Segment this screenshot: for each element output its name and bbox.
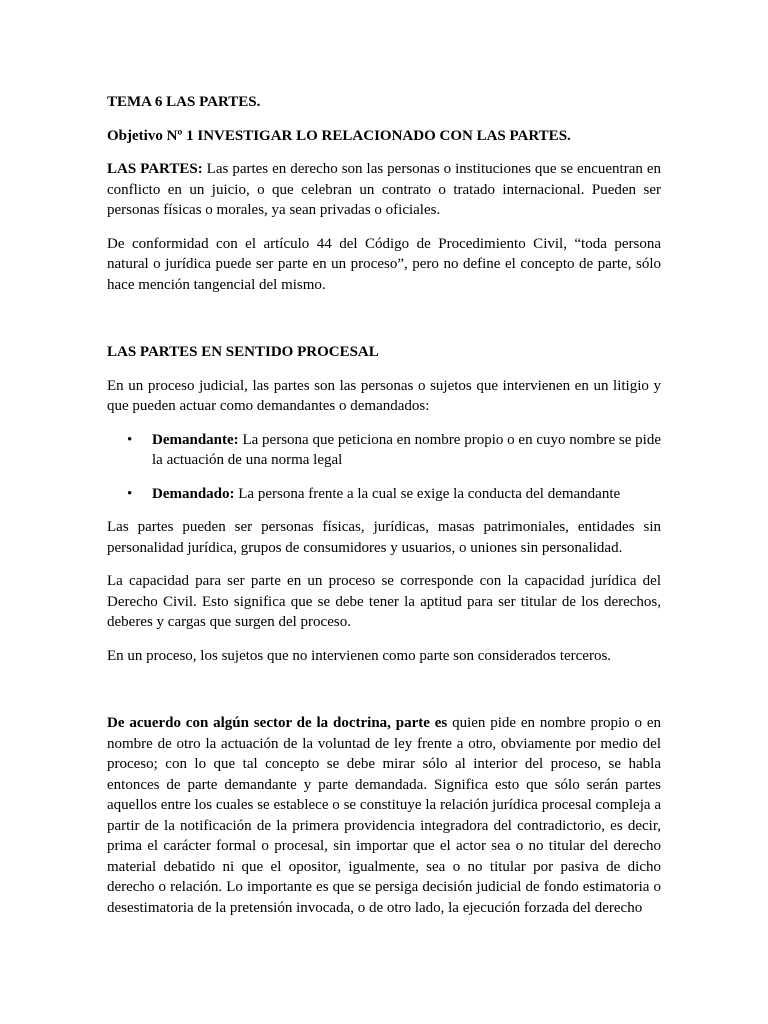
document-title: TEMA 6 LAS PARTES. [107, 94, 261, 110]
list-item-demandante [107, 430, 661, 471]
capacity-paragraph: La capacidad para ser parte en un proceso se corresponde con la capacidad jurídica del Derecho Civil. Esto significa que se debe tener la aptitud para ser titular de los derechos, deberes y cargas que surgen del proceso. [107, 573, 661, 630]
process-paragraph: En un proceso judicial, las partes son las personas o sujetos que intervienen en un litigio y que pueden actuar como demandantes o demandados: [107, 377, 661, 414]
bullet-icon: • [127, 485, 133, 502]
doctrine-paragraph [107, 713, 661, 918]
doctrine-label: De acuerdo con algún sector de la doctrina, parte es [107, 715, 448, 731]
parties-list [107, 430, 661, 505]
objective-heading: Objetivo Nº 1 INVESTIGAR LO RELACIONADO CON LAS PARTES. [107, 127, 571, 144]
doctrine-text: quien pide en nombre propio o en nombre de otro la actuación de la voluntad de ley frente a otro, obviamente por medio del proceso; con lo que tal concepto se debe mirar sólo al interior del proceso, se habla entonces de parte demandante y parte demandada. Significa esto que sólo serán partes aquellos entre los cuales se establece o se constituye la relación jurídica procesal compleja a partir de la notificación de la primera providencia integradora del contradictorio, es decir, prima el carácter formal o procesal, sin importar que el actor sea o no titular del derecho material debatido ni que el opositor, igualmente, sea o no titular por pasiva de dicho derecho o relación. Lo importante es que se persiga decisión judicial de fondo estimatoria o desestimatoria de la pretensión invocada, o de otro lado, la ejecución forzada del derecho [107, 715, 661, 916]
list-item-term: Demandante: [152, 431, 239, 448]
intro-paragraph [107, 159, 661, 221]
section-heading: LAS PARTES EN SENTIDO PROCESAL [107, 344, 379, 360]
list-item-text: La persona que peticiona en nombre propio o en cuyo nombre se pide la actuación de una norma legal [152, 431, 661, 468]
list-item-text: La persona frente a la cual se exige la conducta del demandante [234, 485, 621, 502]
third-parties-paragraph: En un proceso, los sujetos que no intervienen como parte son considerados terceros. [107, 647, 612, 664]
types-paragraph: Las partes pueden ser personas físicas, jurídicas, masas patrimoniales, entidades sin personalidad jurídica, grupos de consumidores y usuarios, o uniones sin personalidad. [107, 519, 661, 556]
article-paragraph: De conformidad con el artículo 44 del Código de Procedimiento Civil, “toda persona natural o jurídica puede ser parte en un proceso”, pero no define el concepto de parte, sólo hace mención tangencial del mismo. [107, 235, 661, 293]
list-item-term: Demandado: [152, 485, 235, 502]
intro-label: LAS PARTES: [107, 161, 203, 177]
bullet-icon: • [127, 431, 133, 448]
list-item-demandado [107, 484, 661, 505]
intro-text: Las partes en derecho son las personas o instituciones que se encuentran en conflicto en un juicio, o que celebran un contrato o tratado internacional. Pueden ser personas físicas o morales, ya sean privadas o oficiales. [107, 161, 661, 218]
document-page [107, 88, 661, 918]
